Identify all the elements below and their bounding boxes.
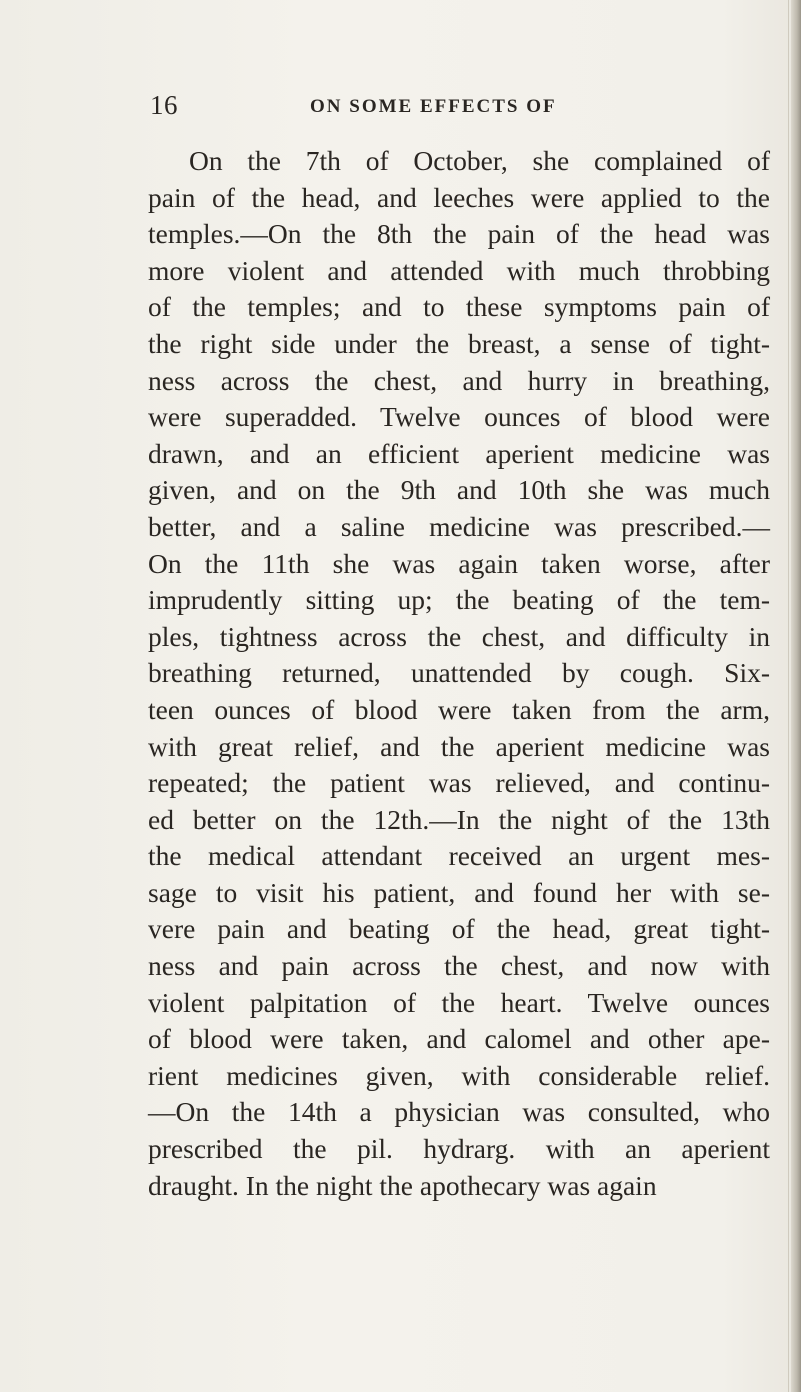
text-line: —On the 14th a physician was consulted, who	[148, 1096, 770, 1128]
text-line: the medical attendant received an urgent mes-	[148, 840, 770, 872]
text-line: prescribed the pil. hydrarg. with an aperient	[148, 1133, 770, 1165]
text-line: more violent and attended with much throbbing	[148, 254, 770, 286]
text-line: drawn, and an efficient aperient medicine was	[148, 437, 770, 469]
text-line: teen ounces of blood were taken from the arm,	[148, 693, 770, 725]
text-line: repeated; the patient was relieved, and continu-	[148, 767, 770, 799]
text-line: given, and on the 9th and 10th she was much	[148, 474, 770, 506]
text-line: the right side under the breast, a sense of tight-	[148, 327, 770, 359]
page-edge-shadow	[791, 0, 801, 1392]
text-line: of blood were taken, and calomel and other ape-	[148, 1023, 770, 1055]
text-line: with great relief, and the aperient medicine was	[148, 730, 770, 762]
text-line: vere pain and beating of the head, great tight-	[148, 913, 770, 945]
text-line: rient medicines given, with considerable relief.	[148, 1059, 770, 1091]
text-line: On the 11th she was again taken worse, after	[148, 547, 770, 579]
text-line: ples, tightness across the chest, and difficulty in	[148, 620, 770, 652]
text-line: ness across the chest, and hurry in breathing,	[148, 364, 770, 396]
body-text	[148, 143, 770, 1204]
text-line: temples.—On the 8th the pain of the head was	[148, 218, 770, 250]
text-line: violent palpitation of the heart. Twelve ounces	[148, 986, 770, 1018]
text-line: breathing returned, unattended by cough. Six-	[148, 657, 770, 689]
text-line: better, and a saline medicine was prescribed.—	[148, 510, 770, 542]
text-line: imprudently sitting up; the beating of the tem-	[148, 584, 770, 616]
text-line: draught. In the night the apothecary was again	[148, 1169, 657, 1201]
text-line: pain of the head, and leeches were applied to the	[148, 181, 770, 213]
running-head: ON SOME EFFECTS OF	[310, 96, 557, 117]
text-line: ed better on the 12th.—In the night of the 13th	[148, 803, 770, 835]
page-number: 16	[150, 90, 178, 120]
text-line: were superadded. Twelve ounces of blood were	[148, 401, 770, 433]
page-edge-line	[788, 0, 789, 1392]
text-line: of the temples; and to these symptoms pain of	[148, 291, 770, 323]
page-header	[150, 90, 620, 130]
text-line: ness and pain across the chest, and now with	[148, 950, 770, 982]
text-line: On the 7th of October, she complained of	[189, 145, 770, 176]
text-line: sage to visit his patient, and found her with se-	[148, 876, 770, 908]
